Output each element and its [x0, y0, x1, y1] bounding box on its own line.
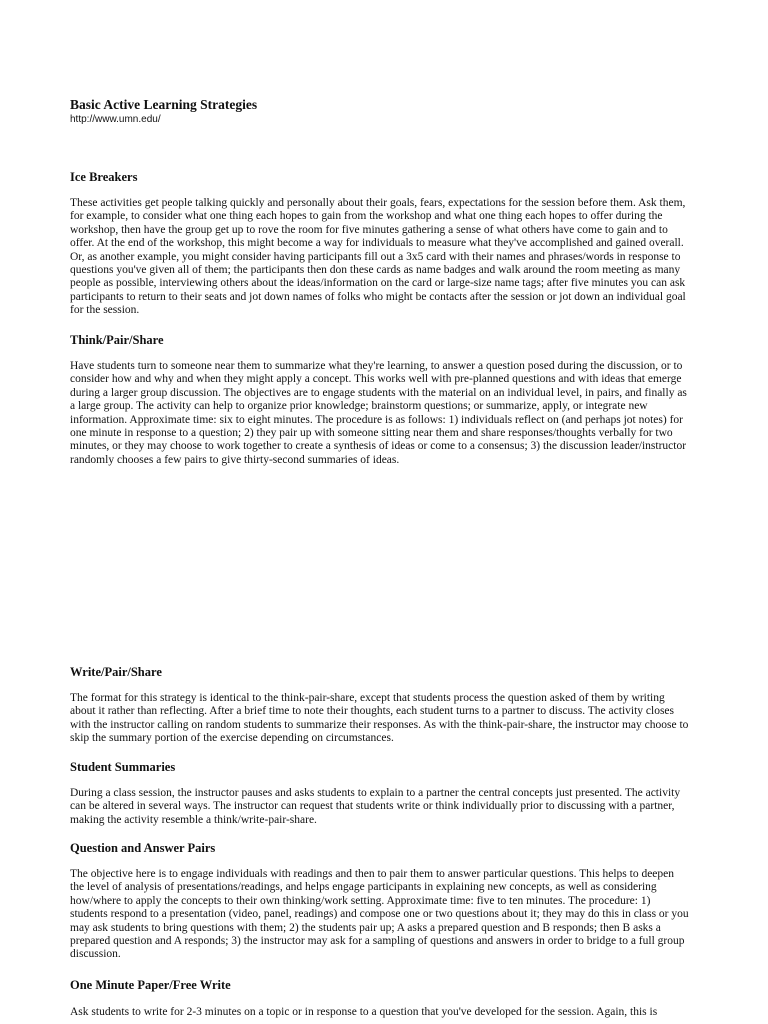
section-heading-write-pair-share: Write/Pair/Share — [70, 665, 162, 679]
paragraph-line: randomly chooses a few pairs to give thirty-second summaries of ideas. — [70, 453, 400, 466]
paragraph-line: The objective here is to engage individuals with readings and then to pair them to answer particular questions. This helps to deepen — [70, 868, 675, 880]
section-body-question-answer-pairs — [70, 868, 696, 962]
section-heading-ice-breakers: Ice Breakers — [70, 170, 138, 184]
section-body-one-minute-paper — [70, 1006, 696, 1019]
source-url[interactable]: http://www.umn.edu/ — [70, 114, 161, 125]
document-title: Basic Active Learning Strategies — [70, 97, 258, 112]
section-heading-question-answer-pairs: Question and Answer Pairs — [70, 841, 216, 855]
paragraph-line: for example, to consider what one thing each hopes to gain from the workshop and what one thing each hopes to offer during the — [70, 210, 663, 223]
paragraph-line: offer. At the end of the workshop, this might become a way for individuals to measure what they've accomplished and gained overall. — [70, 237, 684, 250]
paragraph-line: skip the summary portion of the exercise depending on circumstances. — [70, 732, 394, 745]
paragraph-line: discussion. — [70, 948, 121, 961]
paragraph-line: Or, as another example, you might consider having participants fill out a 3x5 card with their names and phrases/words in response to — [70, 250, 681, 263]
paragraph-line: may ask students to bring questions with them; 2) the students pair up; A asks a prepared question and B responds; then B asks a — [70, 921, 661, 934]
paragraph-line: for the session. — [70, 304, 140, 317]
paragraph-line: The format for this strategy is identical to the think-pair-share, except that students process the question asked of them by writing — [70, 692, 665, 704]
paragraph-line: These activities get people talking quickly and personally about their goals, fears, expectations for the session before them. Ask them, — [70, 197, 686, 209]
section-heading-student-summaries: Student Summaries — [70, 760, 176, 774]
paragraph-line: questions you've given all of them; the participants then don these cards as name badges and walk around the room meeting as many — [70, 264, 681, 277]
section-body-ice-breakers — [70, 197, 696, 318]
section-body-write-pair-share — [70, 692, 696, 746]
paragraph-line: Ask students to write for 2-3 minutes on a topic or in response to a question that you've developed for the session. Again, this is — [70, 1006, 658, 1018]
paragraph-line: a large group. The activity can help to organize prior knowledge; brainstorm questions; or summarize, apply, or integrate new — [70, 400, 648, 413]
paragraph-line: consider how and why and when they might apply a concept. This works well with pre-planned questions and with ideas that emerge — [70, 373, 682, 386]
paragraph-line: can be altered in several ways. The instructor can request that students write or think individually prior to discussing with a partner, — [70, 800, 675, 813]
paragraph-line: prepared question and A responds; 3) the instructor may ask for a sampling of questions and answers in order to bridge to a full group — [70, 935, 685, 948]
paragraph-line: making the activity resemble a think/write-pair-share. — [70, 813, 317, 826]
section-heading-one-minute-paper: One Minute Paper/Free Write — [70, 978, 231, 992]
paragraph-line: with the instructor calling on random students to summarize their responses. As with the think-pair-share, the instructor may choose to — [70, 718, 689, 731]
paragraph-line: students respond to a presentation (video, panel, readings) and compose one or two questions about it; they may do this in class or you — [70, 908, 689, 921]
paragraph-line: During a class session, the instructor pauses and asks students to explain to a partner the central concepts just presented. The activity — [70, 787, 681, 799]
paragraph-line: the level of analysis of presentations/readings, and helps engage participants in explaining new concepts, as well as considering — [70, 881, 657, 894]
section-body-student-summaries — [70, 787, 696, 827]
section-heading-think-pair-share: Think/Pair/Share — [70, 333, 164, 347]
paragraph-line: workshop, then have the group get up to rove the room for five minutes gathering a sense of what others have come to gain and to — [70, 223, 668, 236]
paragraph-line: Have students turn to someone near them to summarize what they're learning, to answer a question posed during the discussion, or to — [70, 360, 683, 372]
paragraph-line: one minute in response to a question; 2) they pair up with someone sitting near them and share responses/thoughts verbally for two — [70, 427, 673, 440]
paragraph-line: how/where to apply the concepts to their own thinking/work setting. Approximate time: five to ten minutes. The procedure: 1) — [70, 894, 651, 907]
paragraph-line: information. Approximate time: six to eight minutes. The procedure is as follows: 1) individuals reflect on (and perhaps jot notes) for — [70, 413, 683, 426]
paragraph-line: people as possible, interviewing others about the ideas/information on the card or large-size name tags; after five minutes you can ask — [70, 277, 686, 290]
paragraph-line: during a larger group discussion. The objectives are to engage students with the material on an individual level, in pairs, and finally as — [70, 386, 687, 399]
paragraph-line: about it rather than reflecting. After a brief time to note their thoughts, each student turns to a partner to discuss. The activity closes — [70, 705, 675, 718]
paragraph-line: minutes, or they may choose to work together to create a synthesis of ideas or come to a consensus; 3) the discussion leader/instructor — [70, 440, 687, 453]
paragraph-line: participants to return to their seats and jot down names of folks who might be contacts after the session or jot down an individual goal — [70, 290, 686, 303]
section-body-think-pair-share — [70, 360, 696, 467]
